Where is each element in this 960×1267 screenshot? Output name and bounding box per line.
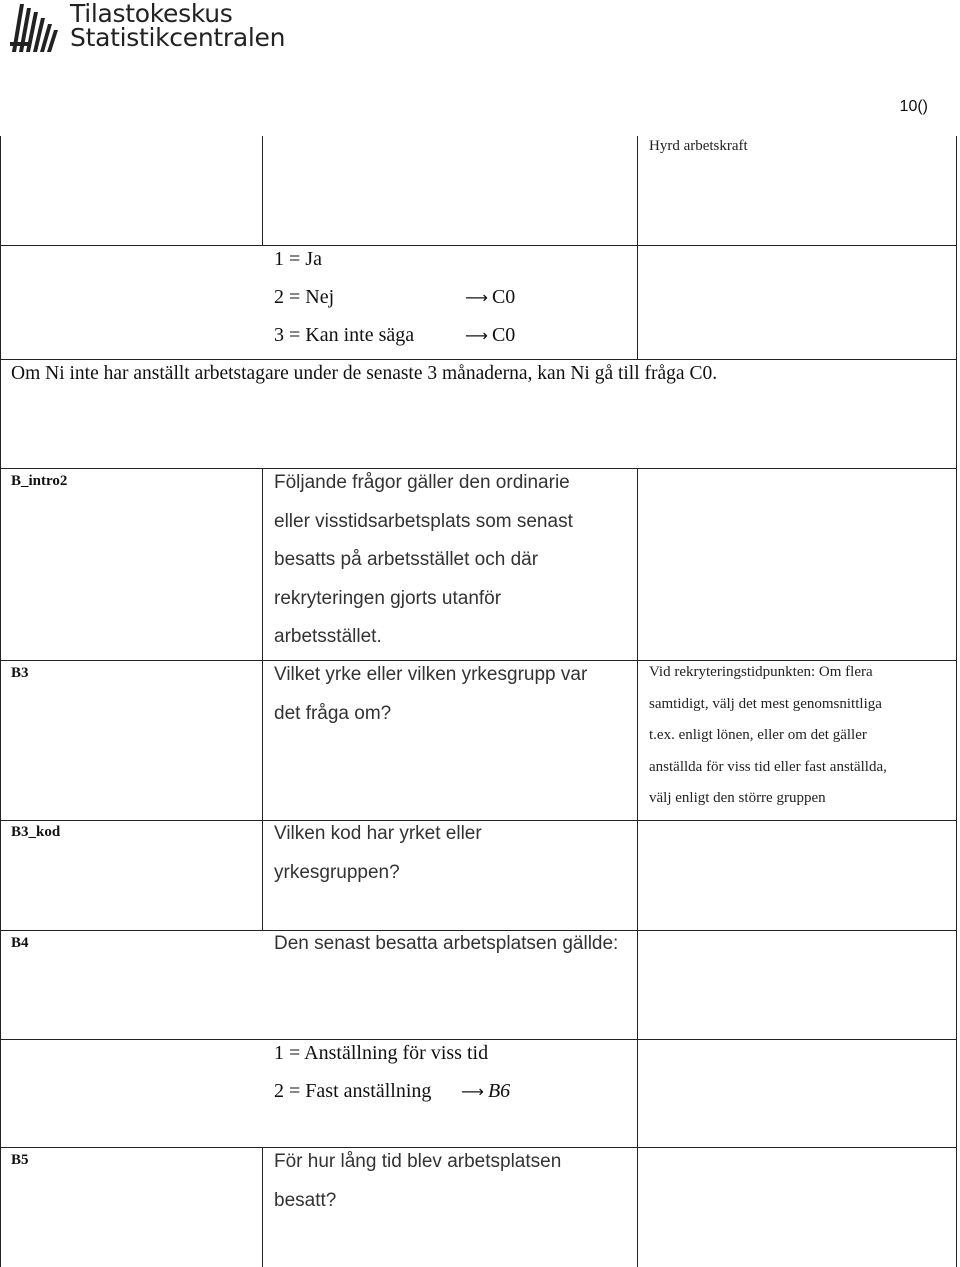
goto-nej: ⟶ C0 [465,286,516,308]
code-b5: B5 [11,1152,29,1168]
logo [10,0,286,58]
row-divider [0,359,957,360]
goto-kan-inte: ⟶ C0 [465,324,516,346]
right-arrow-icon: ⟶ [465,288,488,307]
note-b3: Vid rekryteringstidpunkten: Om flera samtidigt, välj det mest genomsnittliga t.ex. enligt lönen, eller om det gäller anställda för viss tid eller fast anställda, välj enligt den större gruppen [649,664,887,806]
code-b3-kod: B3_kod [11,824,61,840]
statistics-finland-logo-icon [10,2,64,54]
question-b5: För hur lång tid blev arbetsplatsen besatt? [274,1151,562,1211]
row-divider [0,1039,957,1040]
hyrd-note: Hyrd arbetskraft [649,138,748,154]
code-b4: B4 [11,935,29,951]
col-divider [262,136,263,246]
question-b3-kod: Vilken kod har yrket eller yrkesgruppen? [274,823,482,883]
question-b-intro2: Följande frågor gäller den ordinarie eller visstidsarbetsplats som senast besatts på arbetsstället och där rekryteringen gjorts utanför arbetsstället. [274,472,573,647]
logo-line-2: Statistikcentralen [70,23,286,52]
instruction-text: Om Ni inte har anställt arbetstagare under de senaste 3 månaderna, kan Ni gå till fråga C0. [11,363,718,384]
goto-fast: ⟶ B6 [461,1080,511,1102]
option-kan-inte: 3 = Kan inte säga [274,324,415,346]
col-divider [637,136,638,360]
question-b3: Vilket yrke eller vilken yrkesgrupp var det fråga om? [274,664,588,724]
col-divider [262,1147,263,1267]
table-border-left [0,136,1,1267]
code-b3: B3 [11,665,29,681]
question-b4: Den senast besatta arbetsplatsen gällde: [274,933,619,954]
option-nej: 2 = Nej [274,286,335,308]
col-divider [637,468,638,930]
col-divider [262,468,263,930]
option-ja: 1 = Ja [274,248,322,270]
option-fast: 2 = Fast anställning [274,1080,432,1102]
table-border-right [956,136,957,1267]
row-divider [0,245,957,246]
logo-line-1: Tilastokeskus [70,0,233,28]
page-number: 10() [899,98,928,115]
option-viss-tid: 1 = Anställning för viss tid [274,1042,489,1064]
col-divider [637,930,638,1267]
right-arrow-icon: ⟶ [465,326,488,345]
code-b-intro2: B_intro2 [11,473,68,489]
right-arrow-icon: ⟶ [461,1082,484,1101]
